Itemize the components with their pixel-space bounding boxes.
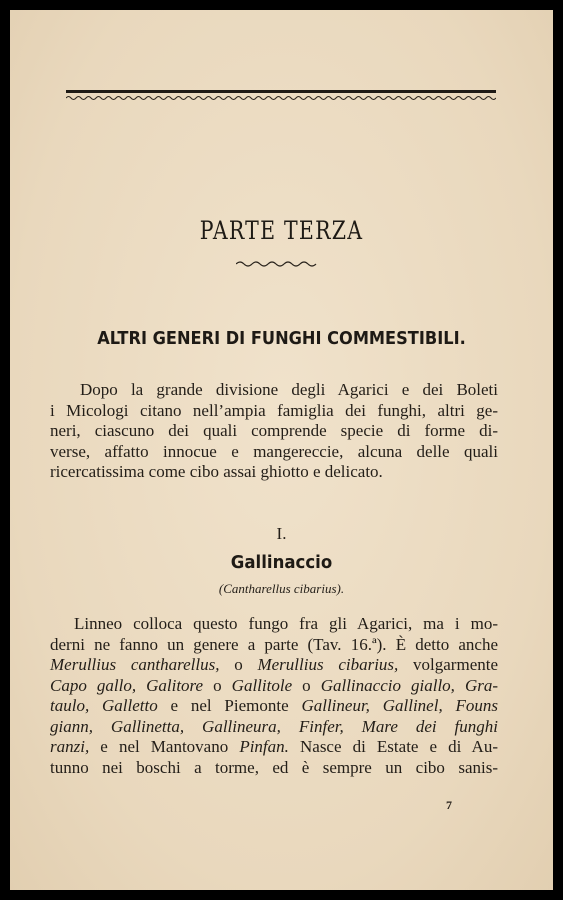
italic-term: Gallineur, Gallinel, Founs: [301, 696, 498, 715]
text-line: [50, 696, 498, 717]
text-line: tunno nei boschi a torme, ed è sempre un cibo sanis-: [50, 757, 498, 777]
header-wavy-rule: [66, 94, 496, 102]
italic-term: Pinfan.: [239, 737, 289, 756]
text-line: neri, ciascuno dei quali comprende specie di forme di-: [50, 421, 498, 440]
italic-term: giann, Gallinetta, Gallineura, Finfer, Mare dei funghi: [50, 716, 498, 736]
book-page: [10, 10, 553, 890]
text-line: Dopo la grande divisione degli Agarici e dei Boleti: [80, 380, 498, 399]
italic-term: taulo, Galletto: [50, 696, 158, 715]
text-line: Linneo colloca questo fungo fra gli Agarici, ma i mo-: [74, 614, 498, 633]
part-title: PARTE TERZA: [199, 216, 364, 245]
header-thick-rule: [66, 90, 496, 93]
text-line: [50, 655, 498, 676]
text-line: [50, 717, 498, 738]
italic-term: ranzi,: [50, 737, 90, 756]
text-run: o: [292, 675, 321, 695]
italic-term: Gallinaccio giallo, Gra-: [320, 675, 499, 695]
body-paragraph: [50, 614, 498, 778]
text-run: e nel Mantovano: [89, 737, 240, 756]
text-run: Nasce di Estate e di Au-: [288, 737, 498, 756]
italic-term: Capo gallo, Galitore: [50, 675, 204, 695]
page-number: 7: [446, 798, 452, 812]
text-run: e nel Piemonte: [157, 696, 302, 715]
text-line: verse, affatto innocue e mangereccie, alcuna delle quali: [50, 441, 498, 461]
italic-term: Gallitole: [231, 675, 293, 695]
chapter-number: I.: [276, 524, 287, 543]
text-line: ricercatissima come cibo assai ghiotto e delicato.: [50, 462, 383, 481]
title-ornament: [236, 260, 318, 268]
text-run: o: [219, 655, 258, 674]
text-run: o: [203, 675, 232, 695]
text-line: derni ne fanno un genere a parte (Tav. 16.ª). È detto anche: [50, 634, 498, 654]
text-line: [50, 676, 498, 697]
chapter-title: Gallinaccio: [230, 552, 333, 573]
intro-paragraph: [50, 380, 498, 483]
section-title: ALTRI GENERI DI FUNGHI COMMESTIBILI.: [97, 328, 466, 349]
text-run: volgarmente: [398, 655, 499, 674]
italic-term: Merullius cantharellus,: [50, 655, 220, 674]
text-line: i Micologi citano nell’ampia famiglia dei funghi, altri ge-: [50, 400, 498, 420]
chapter-latin-name: (Cantharellus cibarius).: [218, 581, 345, 596]
italic-term: Merullius cibarius,: [257, 655, 399, 674]
text-line: [50, 737, 498, 758]
